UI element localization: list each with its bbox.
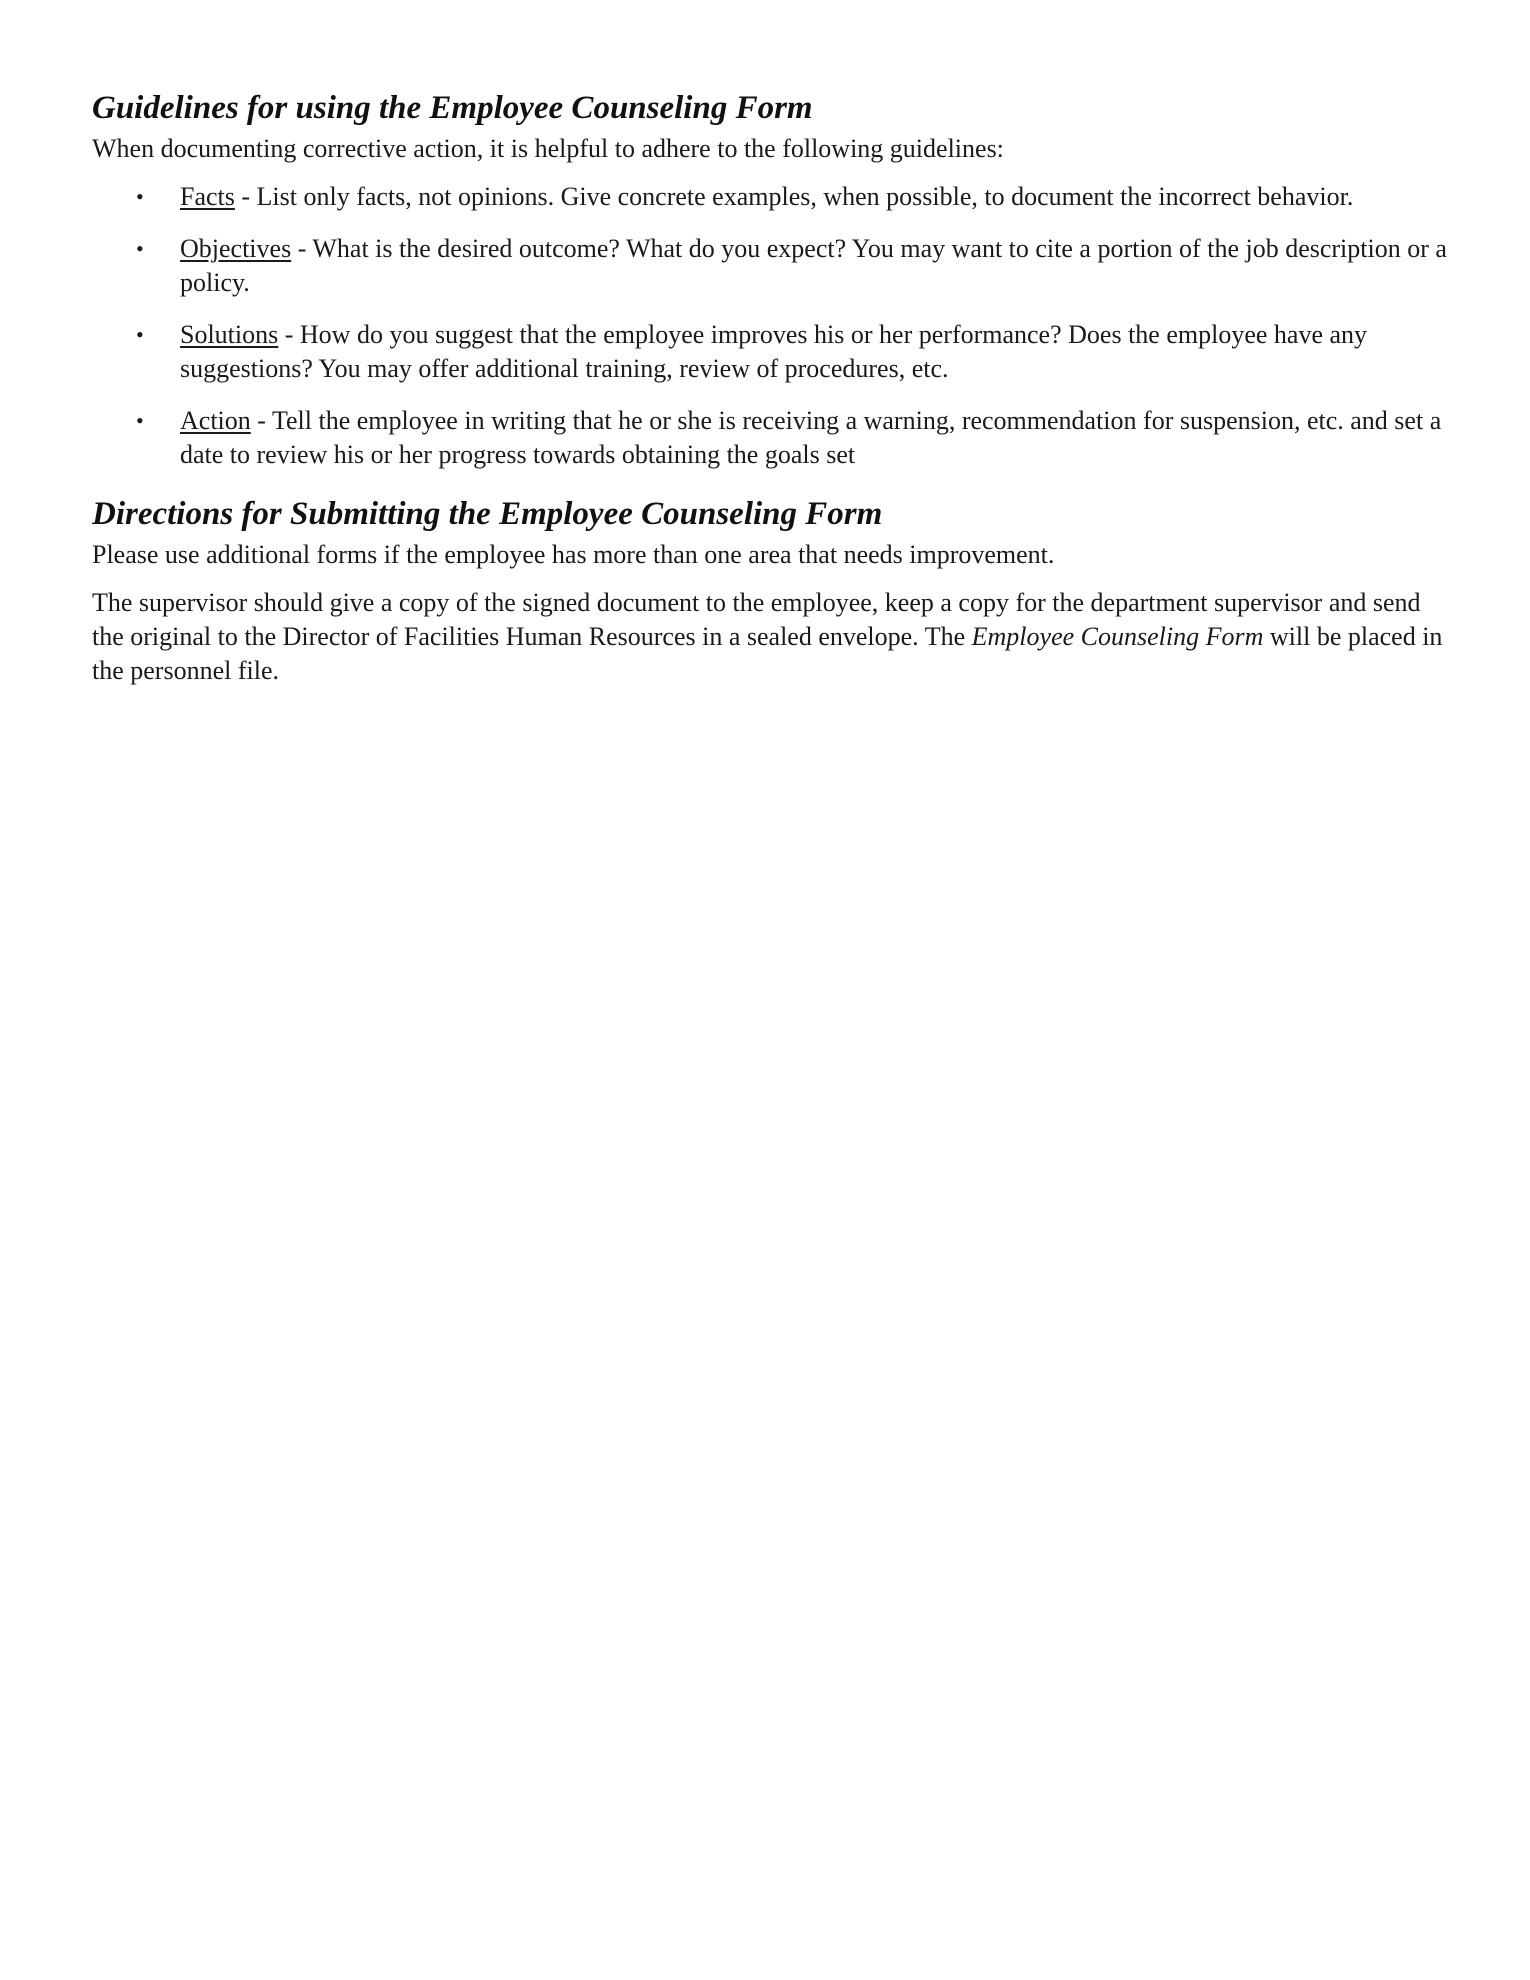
form-name-italic: Employee Counseling Form [971,622,1264,651]
list-item-solutions [92,318,1452,386]
guideline-term: Solutions [180,320,279,349]
guidelines-list [92,180,1452,472]
guideline-term: Objectives [180,234,292,263]
list-item-facts [92,180,1452,214]
guideline-text: - List only facts, not opinions. Give concrete examples, when possible, to document the incorrect behavior. [234,182,1354,211]
guidelines-intro: When documenting corrective action, it is helpful to adhere to the following guidelines: [92,134,1004,163]
guideline-term: Facts [180,182,235,211]
directions-paragraph-2-part-2: will be placed in the personnel file. [92,622,1443,685]
document-content [92,88,1452,688]
list-item-objectives [92,232,1452,300]
bullet-icon: • [136,408,144,433]
directions-section [92,494,1452,688]
directions-heading: Directions for Submitting the Employee Counseling Form [92,496,883,532]
guideline-text: - How do you suggest that the employee improves his or her performance? Does the employee have any suggestions? You may offer additional training, review of procedures, etc. [180,320,1368,383]
bullet-icon: • [136,236,144,261]
guideline-text: - What is the desired outcome? What do you expect? You may want to cite a portion of the job description or a policy. [180,234,1447,297]
guideline-text: - Tell the employee in writing that he or she is receiving a warning, recommendation for suspension, etc. and set a date to review his or her progress towards obtaining the goals set [180,406,1442,469]
directions-paragraph-2 [92,586,1452,688]
guideline-term: Action [180,406,251,435]
guidelines-heading: Guidelines for using the Employee Counseling Form [92,90,813,126]
bullet-icon: • [136,184,144,209]
directions-paragraph-2-part-1: The supervisor should give a copy of the signed document to the employee, keep a copy for the department supervisor and send the original to the Director of Facilities Human Resources in a sealed envelope. The [92,588,1421,651]
directions-paragraph-1: Please use additional forms if the employee has more than one area that needs improvement. [92,540,1055,569]
bullet-icon: • [136,322,144,347]
list-item-action [92,404,1452,472]
